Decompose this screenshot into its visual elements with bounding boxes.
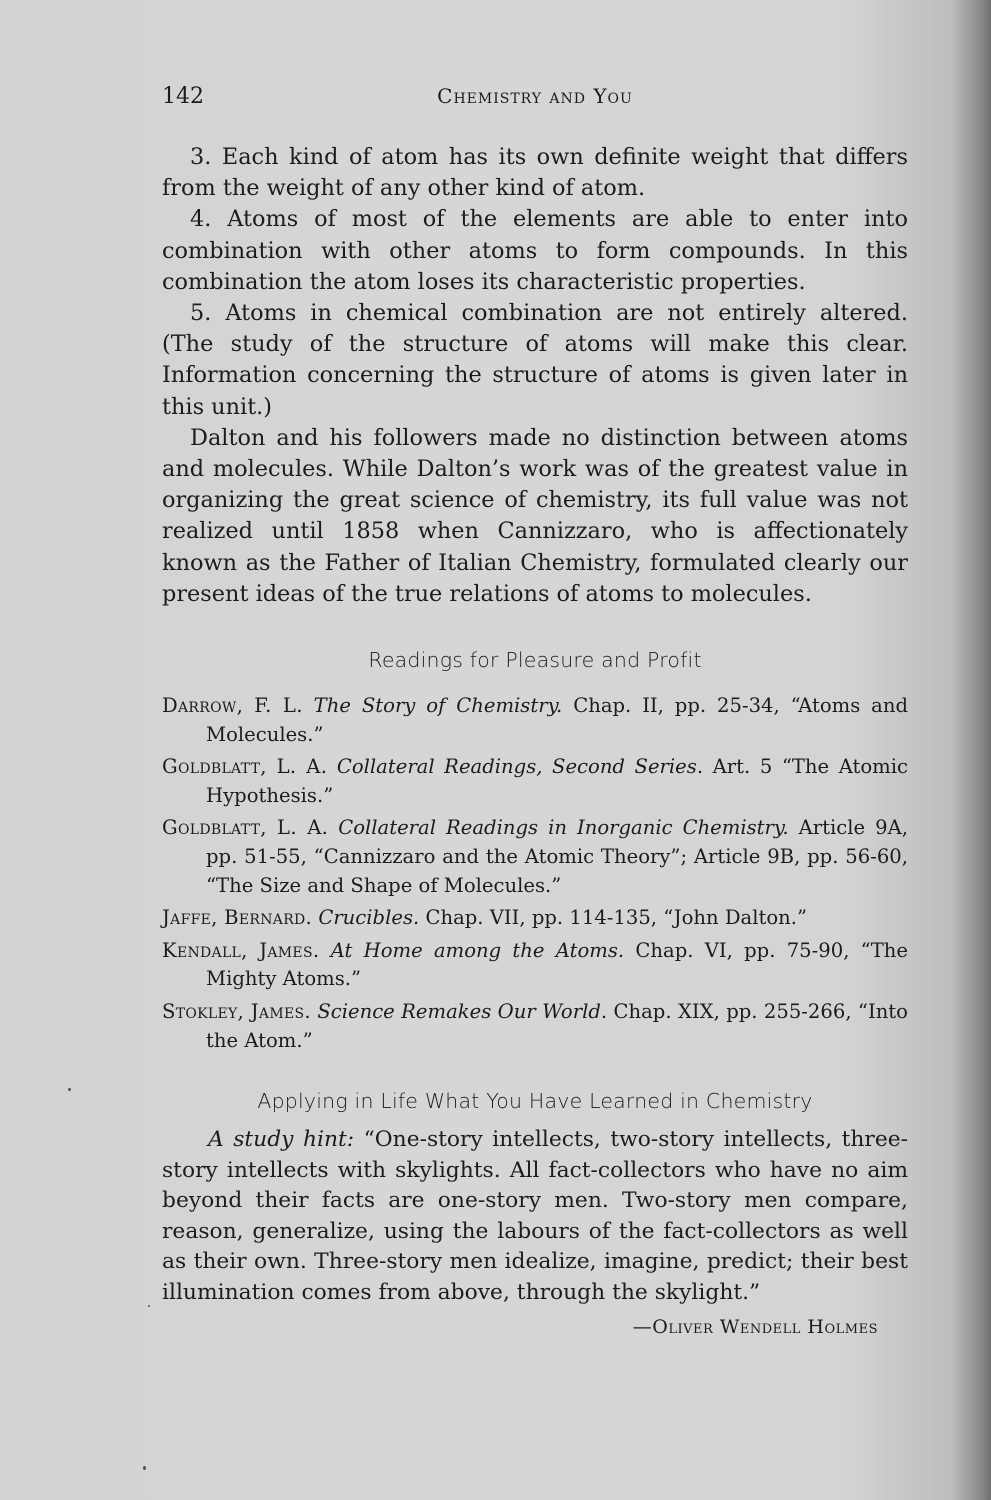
reading-details: Chap. II, pp. 25-34, “Atoms and Molecules.” [206,694,909,746]
reading-details: Chap. VI, pp. 75-90, “The Mighty Atoms.” [206,938,908,991]
reading-title: At Home among the Atoms. [330,938,625,962]
reading-author: Goldblatt, L. A. [162,816,329,840]
study-hint-paragraph [162,1125,908,1308]
reading-entry [162,692,908,749]
readings-list [162,692,908,1055]
reading-author: Darrow, F. L. [162,694,303,718]
paper-speck [143,1466,146,1470]
paragraph-point-4: 4. Atoms of most of the elements are able to enter into combination with other atoms to form compounds. In this combination the atom loses its characteristic properties. [162,206,908,295]
reading-entry [162,937,908,994]
reading-author: Kendall, James. [162,938,320,962]
reading-author: Stokley, James. [162,999,311,1023]
page-content [162,84,908,1338]
reading-title: Crucibles. [318,906,420,930]
reading-title: Science Remakes Our World. [317,999,608,1023]
reading-details: Chap. XIX, pp. 255-266, “Into the Atom.” [206,999,908,1052]
page-number: 142 [162,84,204,109]
study-hint-label: A study hint: [208,1127,355,1153]
reading-title: The Story of Chemistry. [313,694,563,718]
study-hint-quote: “One-story intellects, two-story intellects, three-story intellects with skylights. All fact-collectors who have no aim beyond their facts are one-story men. Two-story men compare, reason, generalize, using the labours of the fact-collectors as well as their own. Three-story men idealize, imagine, predict; their best illumination comes from above, through the skylight.” [162,1127,908,1305]
quote-attribution: —Oliver Wendell Holmes [632,1316,878,1339]
readings-heading: Readings for Pleasure and Profit [368,648,702,673]
running-head: Chemistry and You [437,84,633,108]
reading-author: Jaffe, Bernard. [162,906,313,930]
reading-entry [162,814,908,900]
reading-title: Collateral Readings in Inorganic Chemistry. [338,816,789,840]
reading-details: Art. 5 “The Atomic Hypothesis.” [206,755,908,807]
page-header [162,84,908,116]
reading-details: Chap. VII, pp. 114-135, “John Dalton.” [425,906,808,930]
reading-entry [162,904,908,933]
reading-author: Goldblatt, L. A. [162,755,328,779]
reading-details: Article 9A, pp. 51-55, “Cannizzaro and the Atomic Theory”; Article 9B, pp. 56-60, “The Size and Shape of Molecules.” [206,816,908,897]
paper-speck [148,1305,150,1307]
paragraph-point-5: 5. Atoms in chemical combination are not entirely altered. (The study of the structure of atoms will make this clear. Information concerning the structure of atoms is given later in this unit.) [162,300,908,420]
reading-title: Collateral Readings, Second Series. [336,755,704,779]
reading-entry [162,998,908,1055]
paragraph-dalton: Dalton and his followers made no distinction between atoms and molecules. While Dalton’s work was of the greatest value in organizing the great science of chemistry, its full value was not realized until 1858 when Cannizzaro, who is affectionately known as the Father of Italian Chemistry, formulated clearly our present ideas of the true relations of atoms to molecules. [162,424,908,607]
applying-heading: Applying in Life What You Have Learned in Chemistry [257,1089,813,1114]
paper-speck [68,1088,71,1091]
body-text [162,142,908,610]
reading-entry [162,753,908,810]
study-hint [162,1125,908,1308]
paragraph-point-3: 3. Each kind of atom has its own definite weight that differs from the weight of any other kind of atom. [162,144,908,202]
